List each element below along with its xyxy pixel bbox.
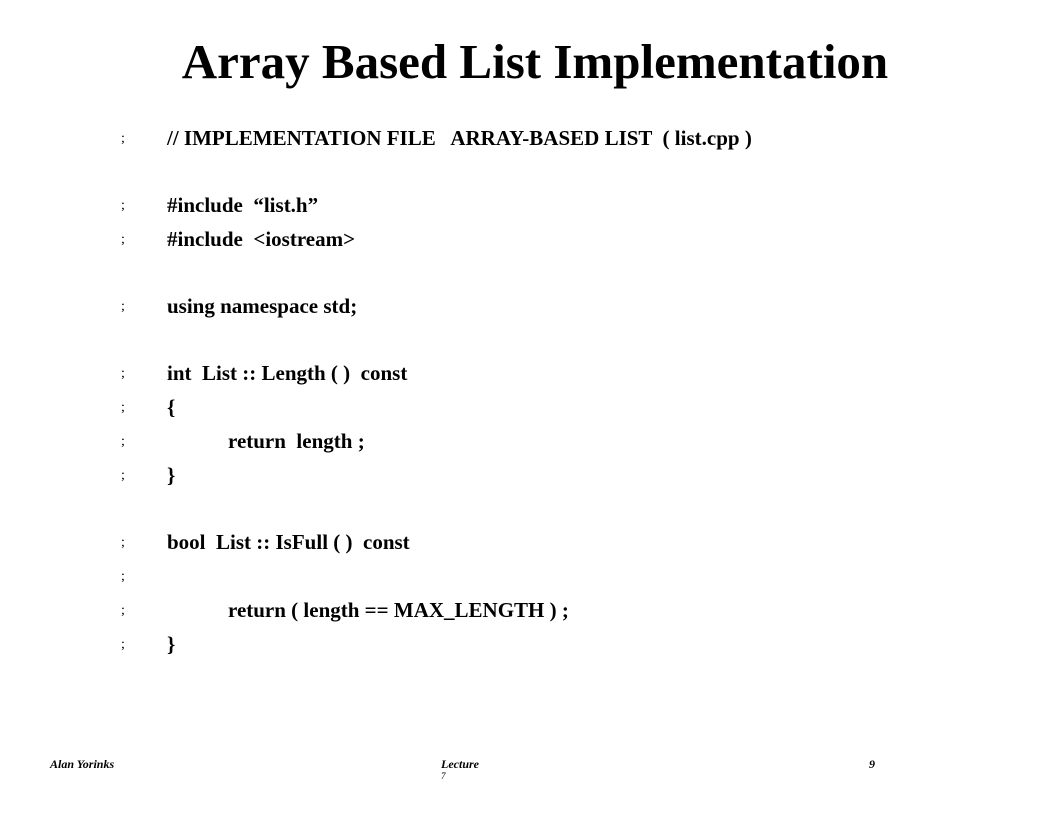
bullet-icon: ; bbox=[121, 366, 125, 381]
code-text: { bbox=[167, 395, 176, 419]
code-line bbox=[0, 358, 1056, 388]
code-line bbox=[0, 392, 1056, 422]
footer-lecture-number: 7 bbox=[441, 771, 446, 781]
code-line bbox=[0, 291, 1056, 321]
code-text: } bbox=[167, 632, 176, 656]
slide-title: Array Based List Implementation bbox=[181, 34, 889, 89]
code-text: using namespace std; bbox=[167, 294, 358, 318]
code-text: int List :: Length ( ) const bbox=[167, 361, 408, 385]
code-text: #include <iostream> bbox=[167, 227, 356, 251]
bullet-icon: ; bbox=[121, 569, 125, 584]
footer-author: Alan Yorinks bbox=[50, 757, 115, 771]
bullet-icon: ; bbox=[121, 468, 125, 483]
footer-page-number: 9 bbox=[869, 757, 875, 771]
bullet-icon: ; bbox=[121, 198, 125, 213]
code-line bbox=[0, 190, 1056, 220]
bullet-icon: ; bbox=[121, 637, 125, 652]
footer-lecture: Lecture bbox=[441, 757, 479, 771]
code-line bbox=[0, 629, 1056, 659]
bullet-icon: ; bbox=[121, 131, 125, 146]
code-text: return ( length == MAX_LENGTH ) ; bbox=[228, 598, 569, 622]
code-text: #include “list.h” bbox=[167, 193, 319, 217]
bullet-icon: ; bbox=[121, 603, 125, 618]
code-line bbox=[0, 426, 1056, 456]
code-line bbox=[0, 460, 1056, 490]
bullet-icon: ; bbox=[121, 535, 125, 550]
code-text: bool List :: IsFull ( ) const bbox=[167, 530, 410, 554]
code-text: return length ; bbox=[228, 429, 365, 453]
code-text: // IMPLEMENTATION FILE ARRAY-BASED LIST ( list.cpp ) bbox=[167, 126, 752, 150]
code-line bbox=[0, 595, 1056, 625]
code-line bbox=[0, 561, 1056, 591]
bullet-icon: ; bbox=[121, 299, 125, 314]
code-text: } bbox=[167, 463, 176, 487]
bullet-icon: ; bbox=[121, 232, 125, 247]
bullet-icon: ; bbox=[121, 434, 125, 449]
code-line bbox=[0, 224, 1056, 254]
code-line bbox=[0, 123, 1056, 153]
code-line bbox=[0, 527, 1056, 557]
bullet-icon: ; bbox=[121, 400, 125, 415]
